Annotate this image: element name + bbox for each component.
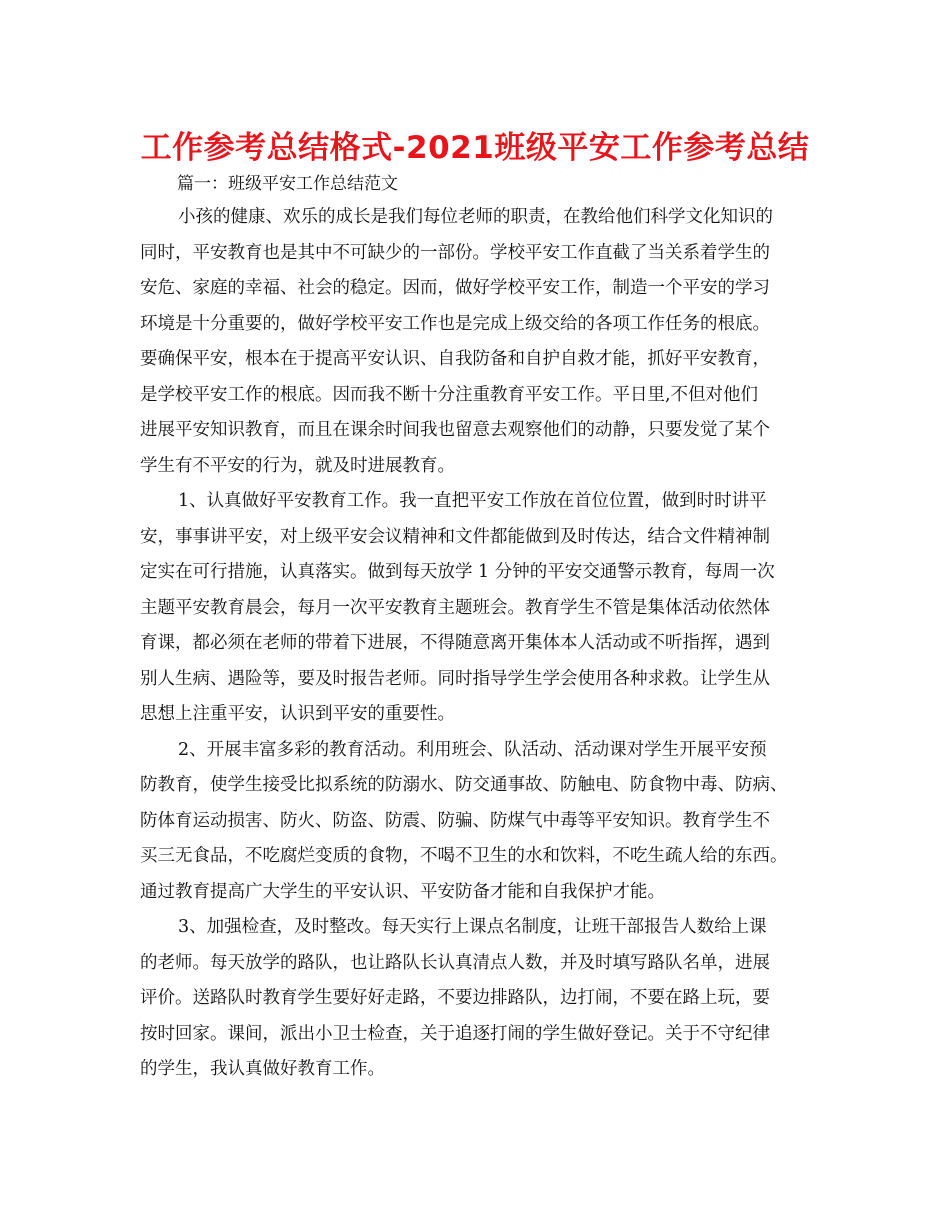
paragraph-line: 按时回家。课间，派出小卫士检查，关于追逐打闹的学生做好登记。关于不守纪律	[140, 1023, 770, 1044]
paragraph-line: 评价。送路队时教育学生要好好走路，不要边排路队，边打闹，不要在路上玩，要	[140, 988, 770, 1008]
paragraph-line: 1、认真做好平安教育工作。我一直把平安工作放在首位位置，做到时时讲平	[178, 491, 767, 511]
document-subtitle: 篇一：班级平安工作总结范文	[177, 174, 398, 194]
paragraph-line: 安危、家庭的幸福、社会的稳定。因而，做好学校平安工作，制造一个平安的学习	[140, 278, 770, 298]
paragraph-line: 主题平安教育晨会，每月一次平安教育主题班会。教育学生不管是集体活动依然体	[140, 597, 770, 618]
paragraph-line: 要确保平安，根本在于提高平安认识、自我防备和自护自救才能，抓好平安教育，	[140, 349, 770, 369]
paragraph-line: 小孩的健康、欢乐的成长是我们每位老师的职责，在教给他们科学文化知识的	[178, 207, 773, 227]
paragraph-line: 别人生病、遇险等，要及时报告老师。同时指导学生学会使用各种求救。让学生从	[140, 668, 770, 689]
paragraph-line: 防教育，使学生接受比拟系统的防溺水、防交通事故、防触电、防食物中毒、防病、	[140, 775, 788, 795]
paragraph-line: 防体育运动损害、防火、防盗、防震、防骗、防煤气中毒等平安知识。教育学生不	[140, 810, 770, 831]
paragraph-line: 学生有不平安的行为，就及时进展教育。	[140, 455, 455, 476]
paragraph-section-3	[140, 910, 830, 1088]
paragraph-line: 思想上注重平安，认识到平安的重要性。	[140, 704, 455, 724]
paragraph-intro	[140, 200, 830, 484]
paragraph-line: 环境是十分重要的，做好学校平安工作也是完成上级交给的各项工作任务的根底。	[140, 313, 770, 334]
paragraph-line: 的老师。每天放学的路队，也让路队长认真清点人数，并及时填写路队名单，进展	[140, 952, 770, 973]
paragraph-section-1	[140, 484, 830, 733]
paragraph-line: 买三无食品，不吃腐烂变质的食物，不喝不卫生的水和饮料，不吃生疏人给的东西。	[140, 846, 788, 866]
paragraph-line: 的学生，我认真做好教育工作。	[140, 1059, 385, 1079]
paragraph-line: 通过教育提高广大学生的平安认识、平安防备才能和自我保护才能。	[140, 881, 665, 902]
paragraph-line: 同时，平安教育也是其中不可缺少的一部份。学校平安工作直截了当关系着学生的	[140, 242, 770, 263]
paragraph-line: 安，事事讲平安，对上级平安会议精神和文件都能做到及时传达，结合文件精神制	[140, 526, 770, 547]
paragraph-line: 育课，都必须在老师的带着下进展，不得随意离开集体本人活动或不听指挥，遇到	[140, 633, 770, 653]
paragraph-line: 定实在可行措施，认真落实。做到每天放学 1 分钟的平安交通警示教育，每周一次	[140, 562, 775, 582]
paragraph-line: 进展平安知识教育，而且在课余时间我也留意去观察他们的动静，只要发觉了某个	[140, 420, 770, 440]
paragraph-line: 3、加强检查，及时整改。每天实行上课点名制度，让班干部报告人数给上课	[178, 917, 767, 937]
paragraph-line: 是学校平安工作的根底。因而我不断十分注重教育平安工作。平日里,不但对他们	[140, 384, 759, 405]
document-title: 工作参考总结格式-2021班级平安工作参考总结	[140, 130, 810, 166]
paragraph-line: 2、开展丰富多彩的教育活动。利用班会、队活动、活动课对学生开展平安预	[178, 739, 767, 760]
paragraph-section-2	[140, 733, 830, 911]
document-body	[140, 200, 830, 1088]
